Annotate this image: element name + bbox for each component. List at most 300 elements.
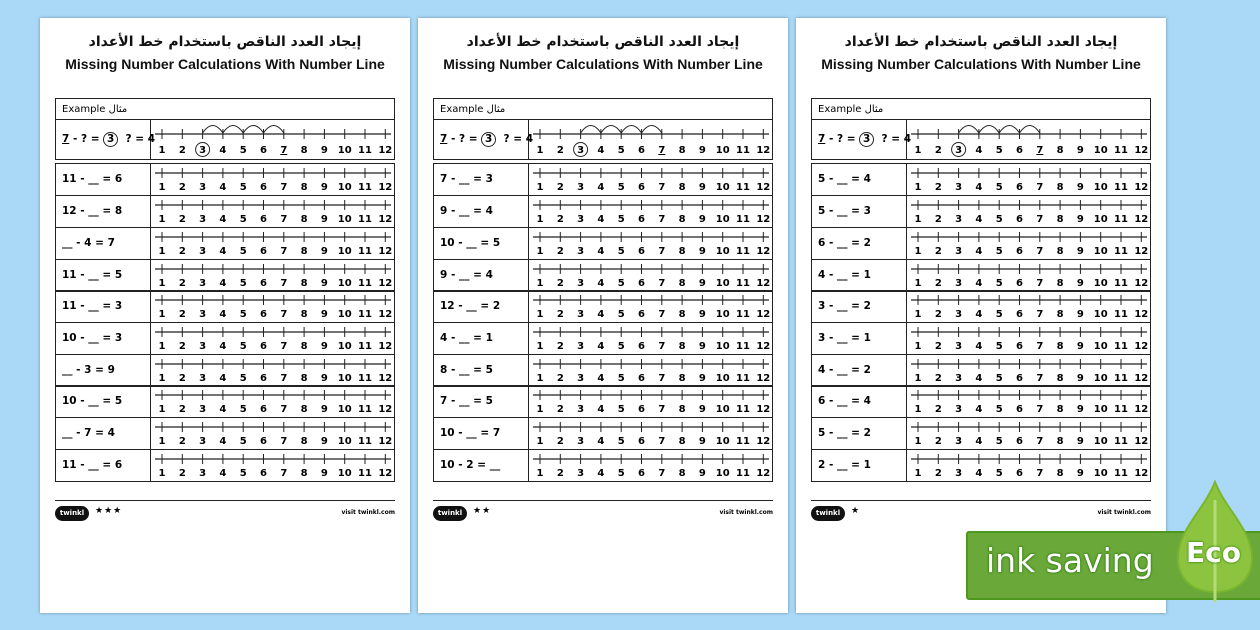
tick-label: 9 <box>1076 144 1084 156</box>
question-row <box>55 417 395 450</box>
hop-arc <box>243 125 263 133</box>
tick-label: 1 <box>536 340 544 352</box>
tick-label: 2 <box>934 277 942 289</box>
tick-label: 3 <box>577 245 585 257</box>
tick-label: 3 <box>955 144 963 156</box>
question-row <box>811 227 1151 260</box>
tick-label: 6 <box>638 214 645 226</box>
tick-label: 9 <box>1076 309 1084 321</box>
number-line-cell <box>151 450 394 481</box>
visit-link[interactable]: visit twinkl.com <box>1097 509 1151 516</box>
tick-label: 4 <box>597 309 605 321</box>
tick-label: 7 <box>280 467 288 479</box>
tick-label: 9 <box>698 404 706 416</box>
question-text: 7 - __ = 5 <box>434 386 529 417</box>
tick-label: 3 <box>955 214 963 226</box>
tick-label: 2 <box>934 144 942 156</box>
twinkl-logo: twinkl <box>55 506 89 521</box>
tick-label: 3 <box>955 309 963 321</box>
number-line <box>529 260 774 291</box>
tick-label: 11 <box>736 277 750 289</box>
tick-label: 9 <box>320 372 328 384</box>
tick-label: 1 <box>914 404 922 416</box>
tick-label: 2 <box>556 340 564 352</box>
tick-label: 5 <box>995 404 1003 416</box>
tick-label: 11 <box>358 245 372 257</box>
tick-label: 8 <box>1056 372 1064 384</box>
tick-label: 12 <box>378 182 393 194</box>
tick-label: 1 <box>914 144 922 156</box>
tick-label: 7 <box>1036 404 1044 416</box>
example-question: 7 - ? = 3 ? = 4 <box>812 120 907 159</box>
tick-label: 11 <box>736 309 750 321</box>
tick-label: 8 <box>678 404 686 416</box>
question-row <box>55 195 395 228</box>
tick-label: 12 <box>756 277 771 289</box>
tick-label: 7 <box>280 436 288 448</box>
tick-label: 7 <box>1036 144 1044 156</box>
number-line-cell <box>529 164 772 195</box>
tick-label: 12 <box>378 214 393 226</box>
tick-label: 4 <box>597 182 605 194</box>
tick-label: 6 <box>1016 404 1023 416</box>
tick-label: 9 <box>1076 214 1084 226</box>
tick-label: 4 <box>975 340 983 352</box>
title-arabic: إيجاد العدد الناقص باستخدام خط الأعداد <box>88 34 362 50</box>
tick-label: 3 <box>577 404 585 416</box>
tick-label: 3 <box>955 340 963 352</box>
tick-label: 8 <box>1056 245 1064 257</box>
tick-label: 11 <box>1114 436 1128 448</box>
tick-label: 3 <box>577 277 585 289</box>
question-row <box>433 195 773 228</box>
tick-label: 5 <box>995 182 1003 194</box>
tick-label: 8 <box>300 144 308 156</box>
tick-label: 9 <box>698 182 706 194</box>
example-row <box>811 119 1151 160</box>
question-text: 11 - __ = 5 <box>56 260 151 291</box>
tick-label: 2 <box>934 467 942 479</box>
question-text: 3 - __ = 1 <box>812 323 907 354</box>
tick-label: 4 <box>975 214 983 226</box>
tick-label: 1 <box>158 245 166 257</box>
tick-label: 8 <box>678 340 686 352</box>
tick-label: 11 <box>736 214 750 226</box>
number-line <box>529 386 774 417</box>
tick-label: 4 <box>597 340 605 352</box>
number-line <box>529 164 774 195</box>
tick-label: 8 <box>1056 404 1064 416</box>
tick-label: 6 <box>260 182 267 194</box>
tick-label: 12 <box>1134 182 1149 194</box>
tick-label: 6 <box>638 182 645 194</box>
tick-label: 2 <box>934 214 942 226</box>
number-line <box>151 386 396 417</box>
number-line-cell <box>151 260 394 291</box>
number-line <box>151 291 396 322</box>
question-text: 6 - __ = 4 <box>812 386 907 417</box>
example-number-line <box>529 120 772 159</box>
tick-label: 2 <box>556 309 564 321</box>
tick-label: 12 <box>1134 372 1149 384</box>
tick-label: 12 <box>756 467 771 479</box>
number-line-cell <box>907 418 1150 449</box>
question-row <box>433 259 773 292</box>
tick-label: 4 <box>975 467 983 479</box>
tick-label: 4 <box>597 404 605 416</box>
number-line-cell <box>907 291 1150 322</box>
tick-label: 5 <box>617 309 625 321</box>
tick-label: 1 <box>914 309 922 321</box>
question-text: 7 - __ = 3 <box>434 164 529 195</box>
tick-label: 7 <box>1036 245 1044 257</box>
number-line <box>529 323 774 354</box>
tick-label: 5 <box>239 309 247 321</box>
tick-label: 5 <box>239 277 247 289</box>
question-text: 5 - __ = 4 <box>812 164 907 195</box>
tick-label: 9 <box>698 372 706 384</box>
number-line-cell <box>907 386 1150 417</box>
tick-label: 9 <box>1076 245 1084 257</box>
tick-label: 6 <box>1016 245 1023 257</box>
tick-label: 5 <box>995 277 1003 289</box>
hop-arc <box>959 125 979 133</box>
tick-label: 4 <box>597 277 605 289</box>
tick-label: 4 <box>219 467 227 479</box>
number-line <box>529 120 774 160</box>
ink-saving-label: ink saving <box>986 541 1154 580</box>
tick-label: 6 <box>1016 277 1023 289</box>
tick-label: 2 <box>556 182 564 194</box>
tick-label: 10 <box>1093 182 1108 194</box>
tick-label: 8 <box>300 309 308 321</box>
tick-label: 9 <box>698 467 706 479</box>
tick-label: 4 <box>219 214 227 226</box>
tick-label: 5 <box>995 245 1003 257</box>
tick-label: 5 <box>239 372 247 384</box>
tick-label: 2 <box>178 404 186 416</box>
tick-label: 5 <box>239 182 247 194</box>
tick-label: 12 <box>756 245 771 257</box>
eco-leaf-icon <box>1176 480 1254 606</box>
tick-label: 5 <box>617 277 625 289</box>
number-line-cell <box>907 355 1150 386</box>
tick-label: 2 <box>934 309 942 321</box>
tick-label: 9 <box>320 340 328 352</box>
tick-label: 4 <box>975 182 983 194</box>
tick-label: 7 <box>1036 309 1044 321</box>
tick-label: 4 <box>975 436 983 448</box>
tick-label: 6 <box>1016 372 1023 384</box>
number-line <box>907 196 1152 227</box>
tick-label: 10 <box>1093 309 1108 321</box>
tick-label: 4 <box>597 214 605 226</box>
tick-label: 8 <box>1056 277 1064 289</box>
tick-label: 12 <box>1134 245 1149 257</box>
tick-label: 5 <box>995 214 1003 226</box>
tick-label: 3 <box>199 436 207 448</box>
tick-label: 2 <box>556 277 564 289</box>
tick-label: 6 <box>1016 144 1023 156</box>
tick-label: 9 <box>320 245 328 257</box>
question-row <box>433 417 773 450</box>
tick-label: 1 <box>158 309 166 321</box>
worksheet-page-2-star <box>418 18 788 613</box>
tick-label: 11 <box>736 182 750 194</box>
tick-label: 11 <box>1114 245 1128 257</box>
tick-label: 11 <box>736 436 750 448</box>
worksheet-page-1-star <box>796 18 1166 613</box>
tick-label: 1 <box>914 436 922 448</box>
tick-label: 11 <box>358 404 372 416</box>
tick-label: 7 <box>658 309 666 321</box>
tick-label: 7 <box>658 372 666 384</box>
question-row <box>811 354 1151 387</box>
tick-label: 2 <box>556 404 564 416</box>
hop-arc <box>1020 125 1040 133</box>
number-line <box>151 260 396 291</box>
tick-label: 7 <box>280 404 288 416</box>
tick-label: 2 <box>556 214 564 226</box>
tick-label: 6 <box>638 309 645 321</box>
tick-label: 8 <box>1056 436 1064 448</box>
tick-label: 4 <box>219 372 227 384</box>
question-row <box>55 322 395 355</box>
tick-label: 6 <box>260 214 267 226</box>
tick-label: 11 <box>358 436 372 448</box>
tick-label: 8 <box>300 372 308 384</box>
number-line-cell <box>151 323 394 354</box>
tick-label: 11 <box>358 182 372 194</box>
question-text: __ - 7 = 4 <box>56 418 151 449</box>
number-line-cell <box>151 386 394 417</box>
tick-label: 8 <box>1056 144 1064 156</box>
tick-label: 1 <box>914 214 922 226</box>
tick-label: 11 <box>736 372 750 384</box>
number-line-cell <box>151 196 394 227</box>
tick-label: 4 <box>219 436 227 448</box>
tick-label: 11 <box>736 467 750 479</box>
example-row <box>433 119 773 160</box>
tick-label: 12 <box>378 309 393 321</box>
tick-label: 10 <box>1093 467 1108 479</box>
tick-label: 1 <box>158 214 166 226</box>
tick-label: 5 <box>995 467 1003 479</box>
tick-label: 1 <box>158 182 166 194</box>
tick-label: 2 <box>178 182 186 194</box>
tick-label: 9 <box>698 214 706 226</box>
tick-label: 8 <box>678 277 686 289</box>
tick-label: 2 <box>556 144 564 156</box>
hop-arc <box>999 125 1019 133</box>
tick-label: 1 <box>158 467 166 479</box>
tick-label: 1 <box>914 182 922 194</box>
tick-label: 11 <box>736 144 750 156</box>
tick-label: 7 <box>658 340 666 352</box>
question-text: 6 - __ = 2 <box>812 228 907 259</box>
tick-label: 11 <box>1114 214 1128 226</box>
question-text: 10 - __ = 3 <box>56 323 151 354</box>
tick-label: 3 <box>577 214 585 226</box>
tick-label: 2 <box>556 467 564 479</box>
tick-label: 6 <box>638 144 645 156</box>
tick-label: 8 <box>300 277 308 289</box>
tick-label: 1 <box>536 404 544 416</box>
tick-label: 12 <box>756 144 771 156</box>
tick-label: 7 <box>280 277 288 289</box>
tick-label: 1 <box>536 372 544 384</box>
tick-label: 6 <box>260 372 267 384</box>
tick-label: 7 <box>280 214 288 226</box>
tick-label: 6 <box>260 436 267 448</box>
example-header: Example مثال <box>811 98 1151 120</box>
tick-label: 2 <box>178 245 186 257</box>
tick-label: 7 <box>658 182 666 194</box>
tick-label: 10 <box>1093 144 1108 156</box>
tick-label: 9 <box>698 144 706 156</box>
number-line-cell <box>529 228 772 259</box>
tick-label: 3 <box>955 245 963 257</box>
tick-label: 7 <box>280 245 288 257</box>
tick-label: 7 <box>658 277 666 289</box>
tick-label: 2 <box>178 467 186 479</box>
tick-label: 10 <box>715 340 730 352</box>
question-text: 11 - __ = 6 <box>56 450 151 481</box>
question-table <box>433 98 773 482</box>
title-english: Missing Number Calculations With Number Line <box>443 56 763 72</box>
question-row <box>433 290 773 323</box>
tick-label: 10 <box>337 372 352 384</box>
number-line <box>529 450 774 481</box>
tick-label: 10 <box>1093 214 1108 226</box>
tick-label: 7 <box>1036 182 1044 194</box>
tick-label: 6 <box>638 277 645 289</box>
number-line <box>907 323 1152 354</box>
number-line-cell <box>151 164 394 195</box>
tick-label: 3 <box>199 214 207 226</box>
tick-label: 8 <box>678 467 686 479</box>
tick-label: 9 <box>698 436 706 448</box>
tick-label: 1 <box>536 467 544 479</box>
tick-label: 6 <box>1016 340 1023 352</box>
tick-label: 10 <box>715 309 730 321</box>
question-text: 10 - __ = 7 <box>434 418 529 449</box>
tick-label: 1 <box>536 144 544 156</box>
number-line <box>151 196 396 227</box>
tick-label: 2 <box>934 404 942 416</box>
question-text: 9 - __ = 4 <box>434 196 529 227</box>
visit-link[interactable]: visit twinkl.com <box>341 509 395 516</box>
tick-label: 4 <box>597 372 605 384</box>
tick-label: 8 <box>678 182 686 194</box>
title-arabic: إيجاد العدد الناقص باستخدام خط الأعداد <box>844 34 1118 50</box>
tick-label: 12 <box>1134 214 1149 226</box>
tick-label: 2 <box>178 309 186 321</box>
tick-label: 2 <box>178 372 186 384</box>
tick-label: 12 <box>378 245 393 257</box>
tick-label: 5 <box>239 214 247 226</box>
tick-label: 2 <box>178 277 186 289</box>
tick-label: 3 <box>199 467 207 479</box>
number-line-cell <box>907 323 1150 354</box>
tick-label: 4 <box>597 436 605 448</box>
tick-label: 12 <box>1134 340 1149 352</box>
tick-label: 8 <box>678 214 686 226</box>
tick-label: 6 <box>260 467 267 479</box>
tick-label: 4 <box>597 467 605 479</box>
question-row <box>811 322 1151 355</box>
tick-label: 8 <box>300 467 308 479</box>
tick-label: 2 <box>178 214 186 226</box>
tick-label: 8 <box>300 436 308 448</box>
tick-label: 7 <box>280 144 288 156</box>
tick-label: 2 <box>934 372 942 384</box>
tick-label: 11 <box>1114 404 1128 416</box>
tick-label: 7 <box>658 245 666 257</box>
tick-label: 8 <box>300 340 308 352</box>
tick-label: 11 <box>358 309 372 321</box>
visit-link[interactable]: visit twinkl.com <box>719 509 773 516</box>
question-text: 11 - __ = 6 <box>56 164 151 195</box>
tick-label: 9 <box>1076 467 1084 479</box>
tick-label: 5 <box>239 245 247 257</box>
tick-label: 6 <box>260 309 267 321</box>
tick-label: 3 <box>577 436 585 448</box>
tick-label: 10 <box>337 144 352 156</box>
tick-label: 3 <box>199 182 207 194</box>
example-question: 7 - ? = 3 ? = 4 <box>56 120 151 159</box>
number-line <box>907 386 1152 417</box>
hop-arc <box>223 125 243 133</box>
tick-label: 7 <box>280 340 288 352</box>
tick-label: 11 <box>1114 277 1128 289</box>
question-text: 4 - __ = 2 <box>812 355 907 386</box>
tick-label: 3 <box>199 372 207 384</box>
difficulty-stars: ★ <box>851 506 861 516</box>
tick-label: 5 <box>617 372 625 384</box>
question-row <box>811 195 1151 228</box>
tick-label: 6 <box>638 245 645 257</box>
question-row <box>433 227 773 260</box>
tick-label: 9 <box>698 245 706 257</box>
tick-label: 3 <box>199 309 207 321</box>
number-line-cell <box>151 291 394 322</box>
tick-label: 4 <box>597 144 605 156</box>
number-line <box>529 196 774 227</box>
tick-label: 9 <box>1076 340 1084 352</box>
difficulty-stars: ★★★ <box>95 506 123 516</box>
tick-label: 4 <box>219 245 227 257</box>
tick-label: 11 <box>358 214 372 226</box>
tick-label: 4 <box>219 277 227 289</box>
question-text: __ - 3 = 9 <box>56 355 151 386</box>
tick-label: 3 <box>955 436 963 448</box>
tick-label: 2 <box>556 436 564 448</box>
number-line <box>151 418 396 449</box>
tick-label: 5 <box>617 404 625 416</box>
tick-label: 10 <box>715 277 730 289</box>
tick-label: 7 <box>1036 214 1044 226</box>
tick-label: 6 <box>260 277 267 289</box>
tick-label: 12 <box>378 277 393 289</box>
tick-label: 1 <box>914 340 922 352</box>
tick-label: 6 <box>638 372 645 384</box>
tick-label: 1 <box>158 340 166 352</box>
title-english: Missing Number Calculations With Number Line <box>821 56 1141 72</box>
question-row <box>811 449 1151 482</box>
tick-label: 6 <box>1016 309 1023 321</box>
tick-label: 6 <box>638 436 645 448</box>
